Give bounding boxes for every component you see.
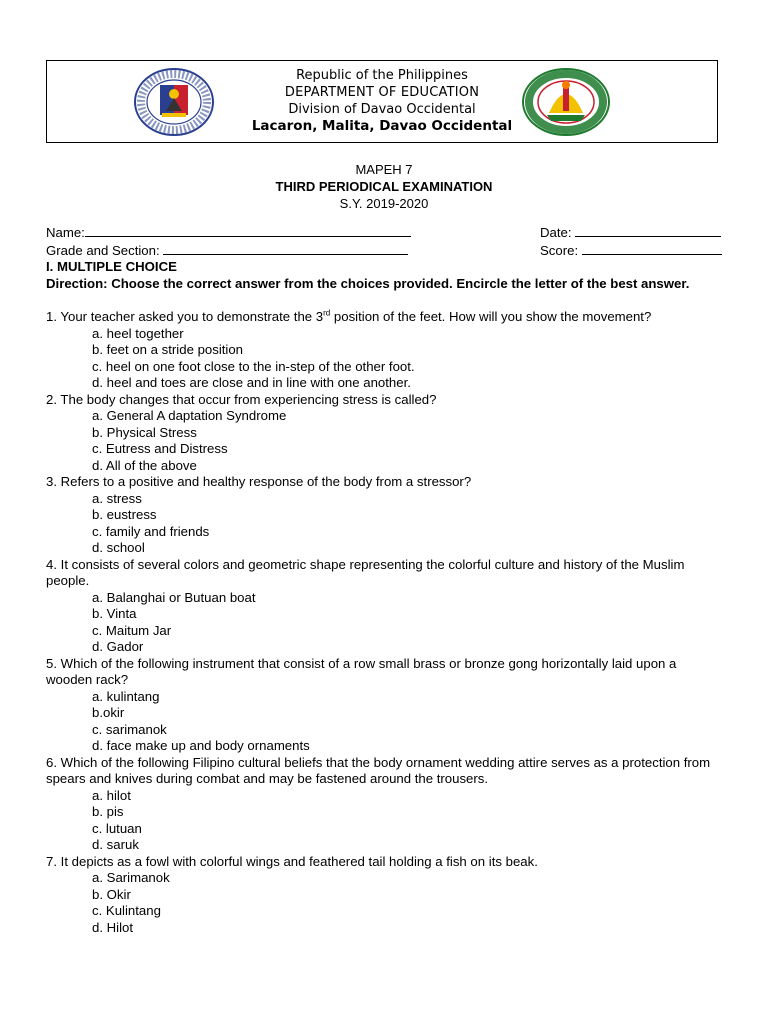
choice-item[interactable]: b. eustress <box>92 507 157 522</box>
spacer <box>46 292 726 309</box>
name-label: Name: <box>46 225 85 240</box>
choice-item[interactable]: d. All of the above <box>92 457 197 473</box>
grade-label: Grade and Section: <box>46 242 160 258</box>
question-1 <box>46 309 726 392</box>
letterhead-text <box>47 67 717 135</box>
grade-blank[interactable] <box>163 242 408 255</box>
question-stem <box>46 309 726 326</box>
name-blank[interactable] <box>85 224 411 237</box>
division-seal-logo <box>519 67 613 137</box>
question-7 <box>46 854 726 937</box>
question-5 <box>46 656 726 755</box>
choice-item[interactable]: a. kulintang <box>92 688 160 704</box>
question-stem: 7. It depicts as a fowl with colorful wings and feathered tail holding a fish on its beak. <box>46 853 538 869</box>
choice-item[interactable]: b. Okir <box>92 886 131 902</box>
choice-item[interactable]: d. face make up and body ornaments <box>92 738 310 753</box>
stem-text: 1. Your teacher asked you to demonstrate the 3 <box>46 309 324 324</box>
choice-item[interactable]: d. Gador <box>92 639 144 654</box>
choice-item[interactable]: a. Sarimanok <box>92 870 170 885</box>
question-stem: 2. The body changes that occur from experiencing stress is called? <box>46 391 437 407</box>
question-stem: 3. Refers to a positive and healthy response of the body from a stressor? <box>46 474 472 489</box>
choice-item[interactable]: a. Balanghai or Butuan boat <box>92 589 256 605</box>
choice-item[interactable]: a. heel together <box>92 325 184 341</box>
choice-item[interactable]: d. school <box>92 540 145 555</box>
name-field[interactable] <box>46 224 411 242</box>
date-blank[interactable] <box>575 224 721 237</box>
choice-item[interactable]: b. pis <box>92 804 124 819</box>
choice-item[interactable]: c. heel on one foot close to the in-step of the other foot. <box>92 358 415 374</box>
question-4 <box>46 557 726 656</box>
choice-item[interactable]: a. stress <box>92 490 142 506</box>
school-year: S.Y. 2019-2020 <box>339 196 429 211</box>
score-field[interactable] <box>540 242 726 260</box>
choice-item[interactable]: c. lutuan <box>92 820 142 836</box>
subject-title: MAPEH 7 <box>355 162 413 177</box>
choice-item[interactable]: a. hilot <box>92 787 131 803</box>
question-stem: 5. Which of the following instrument that consist of a row small brass or bronze gong horizontally laid upon a wooden rack? <box>46 655 677 687</box>
choice-item[interactable]: d. heel and toes are close and in line with one another. <box>92 375 411 390</box>
choice-item[interactable]: a. General A daptation Syndrome <box>92 408 287 423</box>
choice-item[interactable]: d. saruk <box>92 837 139 852</box>
question-stem: 6. Which of the following Filipino cultural beliefs that the body ornament wedding attire serves as a protection from spears and knives during combat and may be fastened around the trousers. <box>46 754 711 786</box>
choice-item[interactable]: b. feet on a stride position <box>92 342 244 357</box>
division-line: Division of Davao Occidental <box>288 102 476 117</box>
question-3 <box>46 474 726 557</box>
name-date-row <box>46 224 726 242</box>
date-field[interactable] <box>540 224 726 242</box>
stem-text: position of the feet. How will you show the movement? <box>330 309 652 324</box>
choice-item[interactable]: b. Vinta <box>92 606 137 621</box>
date-label: Date: <box>540 225 572 240</box>
score-label: Score: <box>540 242 579 258</box>
choice-item[interactable]: c. Kulintang <box>92 903 161 918</box>
choice-item[interactable]: c. sarimanok <box>92 721 167 737</box>
choice-item[interactable]: c. family and friends <box>92 523 210 539</box>
department-line: DEPARTMENT OF EDUCATION <box>284 85 480 100</box>
question-6 <box>46 755 726 854</box>
address-line: Lacaron, Malita, Davao Occidental <box>251 118 513 134</box>
choice-item[interactable]: b. Physical Stress <box>92 424 197 440</box>
choice-item[interactable]: c. Maitum Jar <box>92 622 172 638</box>
choice-item[interactable]: c. Eutress and Distress <box>92 441 228 456</box>
choice-item[interactable]: d. Hilot <box>92 919 134 935</box>
score-blank[interactable] <box>582 242 722 255</box>
choice-item[interactable]: b.okir <box>92 705 125 720</box>
section-heading: I. MULTIPLE CHOICE <box>46 259 177 274</box>
exam-title: THIRD PERIODICAL EXAMINATION <box>275 179 493 194</box>
grade-score-row <box>46 242 726 260</box>
question-2 <box>46 392 726 475</box>
question-stem: 4. It consists of several colors and geometric shape representing the colorful culture and history of the Muslim people. <box>46 556 685 588</box>
superscript: rd <box>323 308 331 318</box>
exam-title-block <box>0 161 768 212</box>
republic-line: Republic of the Philippines <box>296 68 468 83</box>
direction-text: Direction: Choose the correct answer from the choices provided. Encircle the letter of the best answer. <box>46 275 690 291</box>
grade-field[interactable] <box>46 242 408 260</box>
letterhead <box>46 60 718 143</box>
exam-content <box>46 224 726 936</box>
